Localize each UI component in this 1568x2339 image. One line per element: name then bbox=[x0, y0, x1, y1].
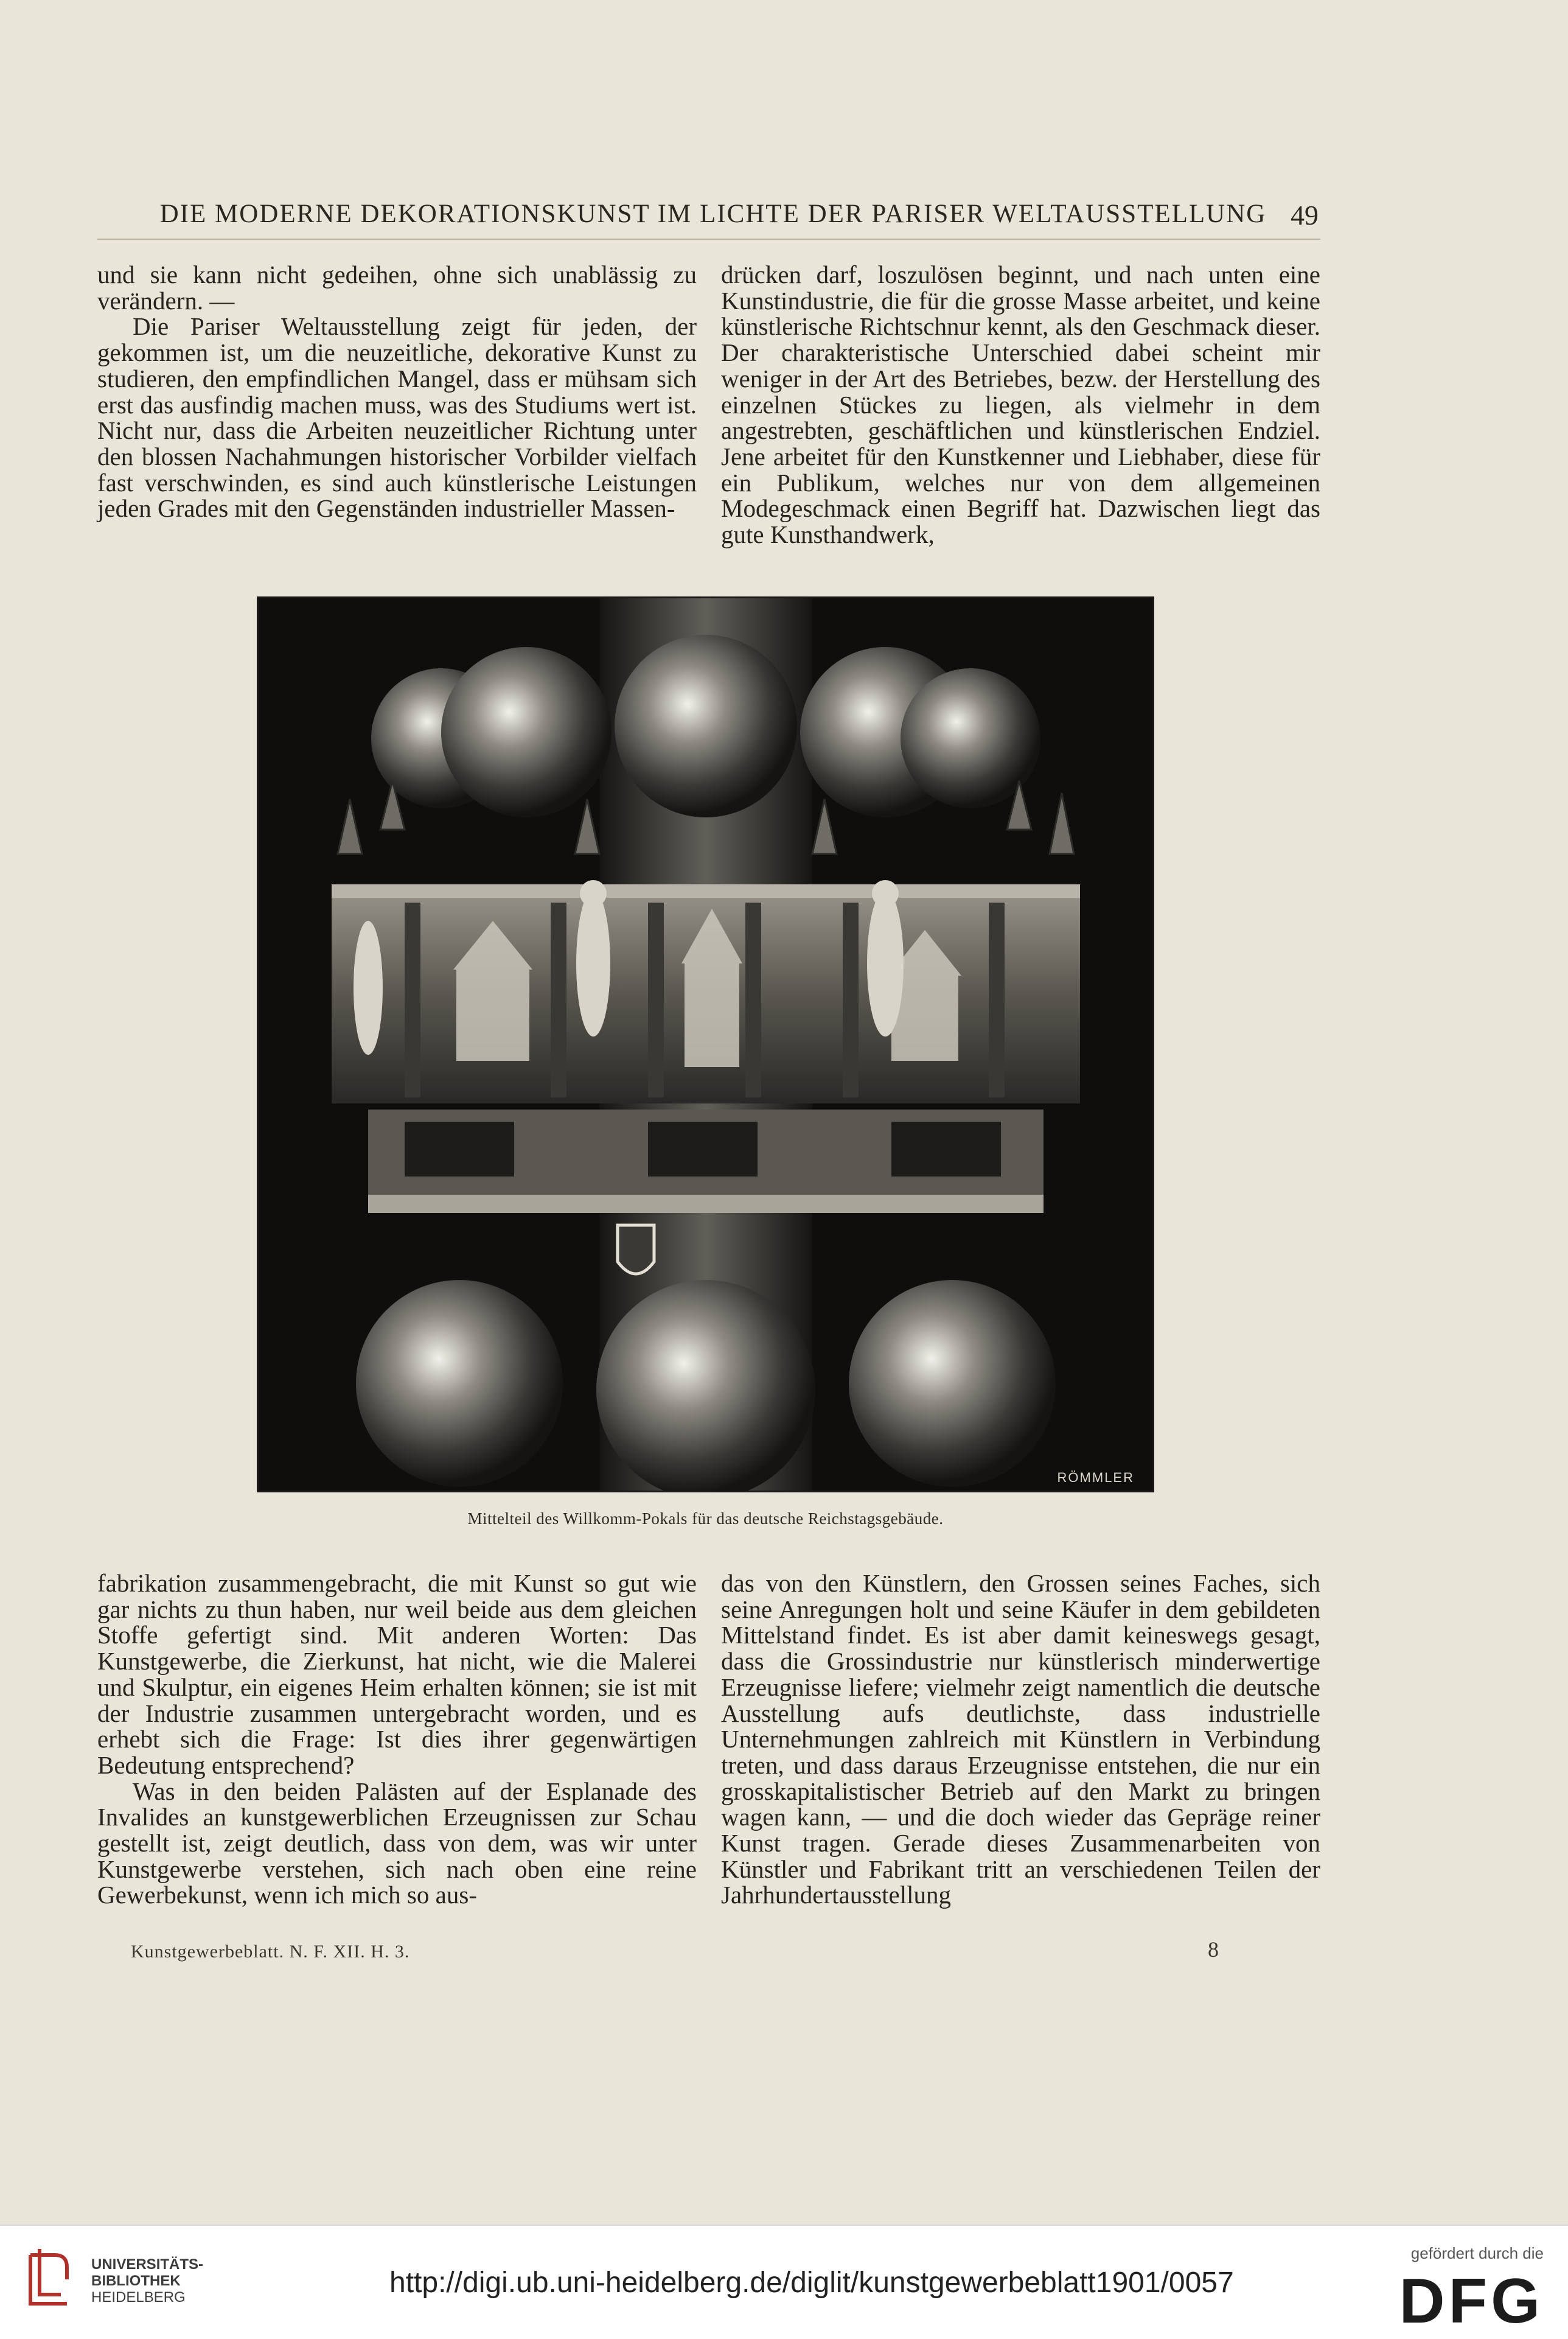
goblet-photograph bbox=[259, 598, 1152, 1491]
column-top-right bbox=[721, 262, 1320, 560]
journal-footer: Kunstgewerbeblatt. N. F. XII. H. 3. bbox=[131, 1942, 410, 1962]
dfg-logo[interactable]: DFG bbox=[1399, 2266, 1544, 2337]
permalink-url[interactable]: http://digi.ub.uni-heidelberg.de/diglit/kunstgewerbeblatt1901/0057 bbox=[389, 2267, 1234, 2299]
paragraph: und sie kann nicht gedeihen, ohne sich unablässig zu verändern. — bbox=[97, 260, 697, 315]
ub-heidelberg-logo-icon[interactable] bbox=[18, 2243, 79, 2316]
sponsor-label: gefördert durch die bbox=[1410, 2244, 1544, 2262]
header-rule bbox=[97, 239, 1320, 240]
paragraph: Die Pariser Weltausstellung zeigt für jeden, der gekommen ist, um die neuzeitliche, dekorative Kunst zu studieren, den empfindlichen Mangel, dass er mühsam sich erst das ausfindig machen muss, was des Studiums wert ist. Nicht nur, dass die Arbeiten neuzeitlicher Richtung unter den blossen Nachahmungen historischer Vorbilder vielfach fast verschwinden, es sind auch künstlerische Leistungen jeden Grades mit den Gegenständen industrieller Massen- bbox=[97, 312, 697, 523]
library-name-line: UNIVERSITÄTS- bbox=[91, 2256, 204, 2273]
figure-caption: Mittelteil des Willkomm-Pokals für das deutsche Reichstagsgebäude. bbox=[467, 1509, 944, 1528]
column-top-left bbox=[97, 262, 697, 560]
library-name-line: BIBLIOTHEK bbox=[91, 2273, 181, 2289]
page-number: 49 bbox=[1291, 200, 1319, 231]
running-title: DIE MODERNE DEKORATIONSKUNST IM LICHTE DER PARISER WELTAUSSTELLUNG bbox=[159, 200, 1267, 228]
library-name bbox=[91, 2256, 203, 2306]
paragraph: fabrikation zusammengebracht, die mit Kunst so gut wie gar nichts zu thun haben, nur weil beide aus dem gleichen Stoffe gefertigt sind. Mit anderen Worten: Das Kunstgewerbe, die Zierkunst, hat nicht, wie die Malerei und Skulptur, ein eigenes Heim erhalten können; sie ist mit der Industrie zusammen untergebracht worden, und es erhebt sich die Frage: Ist dies ihrer gegenwärtigen Bedeutung entsprechend? bbox=[97, 1569, 697, 1779]
column-bottom-left bbox=[97, 1570, 697, 1935]
figure-photograph bbox=[257, 596, 1154, 1492]
paragraph: Was in den beiden Palästen auf der Esplanade des Invalides an kunstgewerblichen Erzeugnissen zur Schau gestellt ist, zeigt deutlich, dass von dem, was wir unter Kunstgewerbe verstehen, sich nach oben eine reine Gewerbekunst, wenn ich mich so aus- bbox=[97, 1777, 697, 1909]
library-banner bbox=[0, 2225, 1568, 2339]
signature-mark: 8 bbox=[1208, 1937, 1219, 1962]
column-bottom-right bbox=[721, 1570, 1320, 1935]
paragraph: drücken darf, loszulösen beginnt, und nach unten eine Kunstindustrie, die für die grosse Masse arbeitet, und keine künstlerische Richtschnur kennt, als den Geschmack dieser. Der charakteristische Unterschied dabei scheint mir weniger in der Art des Betriebes, bezw. der Herstellung des einzelnen Stückes zu liegen, als vielmehr in dem angestrebten, geschäftlichen und künstlerischen Endziel. Jene arbeitet für den Kunstkenner und Liebhaber, diese für ein Publikum, welches nur von dem allgemeinen Modegeschmack einen Begriff hat. Dazwischen liegt das gute Kunsthandwerk, bbox=[721, 260, 1320, 549]
paragraph: das von den Künstlern, den Grossen seines Faches, sich seine Anregungen holt und seine Käufer in dem gebildeten Mittelstand findet. Es ist aber damit keineswegs gesagt, dass die Grossindustrie nur künstlerisch minderwertige Erzeugnisse liefere; vielmehr zeigt namentlich die deutsche Ausstellung aufs deutlichste, dass industrielle Unternehmungen zahlreich mit Künstlern in Verbindung treten, und dass daraus Erzeugnisse entstehen, die nur ein grosskapitalistischer Betrieb auf den Markt zu bringen wagen kann, — und die doch wieder das Gepräge reiner Kunst tragen. Gerade dieses Zusammenarbeiten von Künstler und Fabrikant tritt an verschiedenen Teilen der Jahrhundertausstellung bbox=[721, 1569, 1320, 1909]
photographer-signature: RÖMMLER bbox=[1057, 1470, 1134, 1485]
library-name-line: HEIDELBERG bbox=[91, 2289, 186, 2306]
